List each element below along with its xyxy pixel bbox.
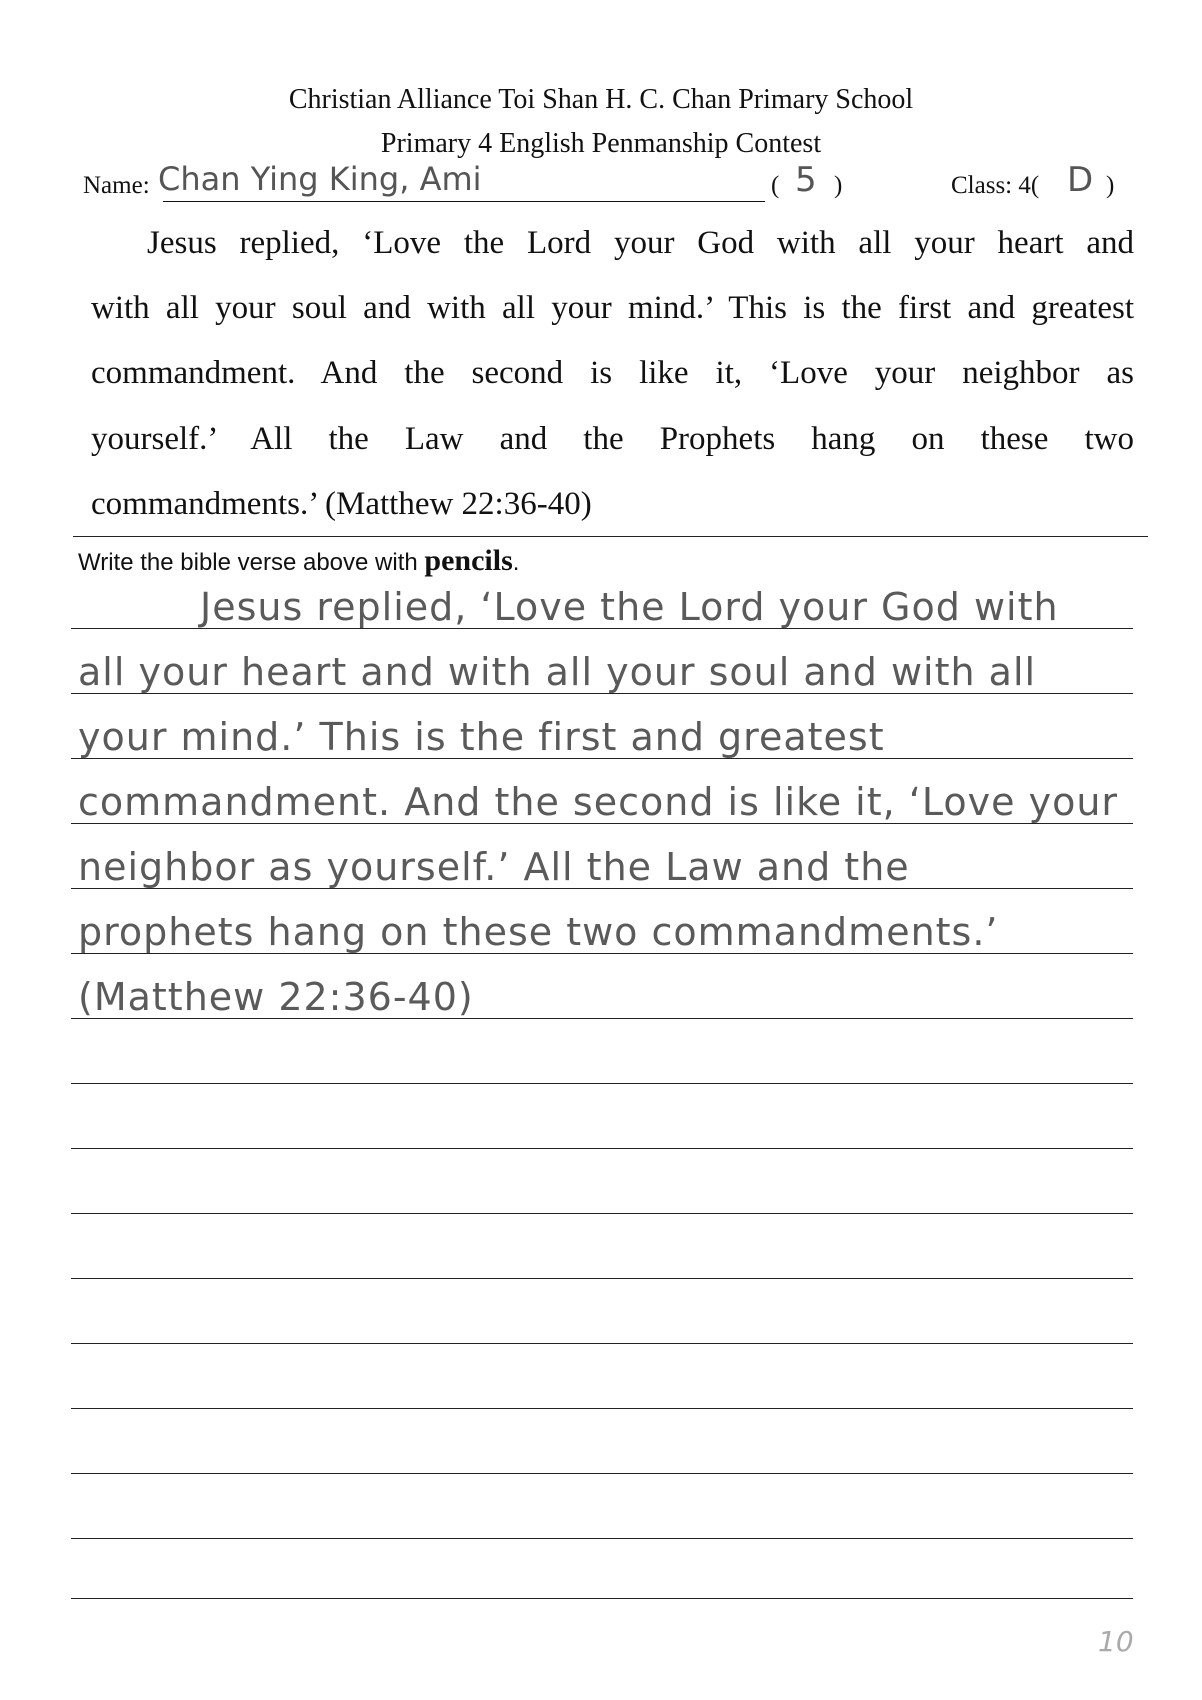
school-name: Christian Alliance Toi Shan H. C. Chan Primary School bbox=[288, 84, 914, 115]
class-number-close: ) bbox=[834, 172, 843, 199]
verse-line: yourself.’ All the Law and the Prophets hang on these two bbox=[91, 421, 1134, 457]
writing-line bbox=[71, 1408, 1133, 1409]
handwriting-text[interactable]: all your heart and with all your soul and with all bbox=[78, 650, 1037, 694]
name-value[interactable]: Chan Ying King, Ami bbox=[158, 160, 482, 198]
writing-line bbox=[71, 1083, 1133, 1084]
class-number-open: ( bbox=[771, 172, 780, 199]
writing-line bbox=[71, 1538, 1133, 1539]
verse-line: commandments.’ (Matthew 22:36-40) bbox=[91, 486, 592, 522]
writing-line bbox=[71, 1278, 1133, 1279]
writing-line bbox=[71, 693, 1133, 694]
writing-line bbox=[71, 823, 1133, 824]
verse-line: commandment. And the second is like it, ‘Love your neighbor as bbox=[91, 355, 1134, 391]
instruction-emphasis: pencils bbox=[424, 544, 513, 577]
writing-line bbox=[71, 1148, 1133, 1149]
writing-line bbox=[71, 953, 1133, 954]
writing-line bbox=[71, 628, 1133, 629]
instruction-text: Write the bible verse above with bbox=[78, 549, 418, 576]
section-divider bbox=[73, 536, 1148, 537]
instruction bbox=[78, 544, 519, 578]
handwriting-text[interactable]: commandment. And the second is like it, ‘Love your bbox=[78, 780, 1119, 824]
class-label: Class: 4( bbox=[951, 172, 1040, 199]
writing-line bbox=[71, 1473, 1133, 1474]
instruction-end: . bbox=[512, 549, 520, 576]
handwriting-text[interactable]: (Matthew 22:36-40) bbox=[78, 975, 474, 1019]
class-close: ) bbox=[1106, 172, 1115, 199]
page-number: 10 bbox=[1098, 1625, 1134, 1658]
handwriting-text[interactable]: your mind.’ This is the first and greatest bbox=[78, 715, 885, 759]
writing-line bbox=[71, 1018, 1133, 1019]
class-value[interactable]: D bbox=[1067, 160, 1094, 200]
verse-line: Jesus replied, ‘Love the Lord your God with all your heart and bbox=[147, 225, 1134, 261]
handwriting-text[interactable]: prophets hang on these two commandments.’ bbox=[78, 910, 999, 954]
class-number-value[interactable]: 5 bbox=[795, 160, 817, 200]
writing-line bbox=[71, 1598, 1133, 1599]
writing-line bbox=[71, 888, 1133, 889]
handwriting-text[interactable]: Jesus replied, ‘Love the Lord your God with bbox=[200, 585, 1059, 629]
writing-line bbox=[71, 1343, 1133, 1344]
handwriting-text[interactable]: neighbor as yourself.’ All the Law and the bbox=[78, 845, 910, 889]
writing-line bbox=[71, 1213, 1133, 1214]
name-underline bbox=[163, 201, 765, 202]
contest-title: Primary 4 English Penmanship Contest bbox=[380, 128, 822, 159]
verse-line: with all your soul and with all your mind.’ This is the first and greatest bbox=[91, 290, 1134, 326]
writing-line bbox=[71, 758, 1133, 759]
name-label: Name: bbox=[83, 172, 150, 199]
